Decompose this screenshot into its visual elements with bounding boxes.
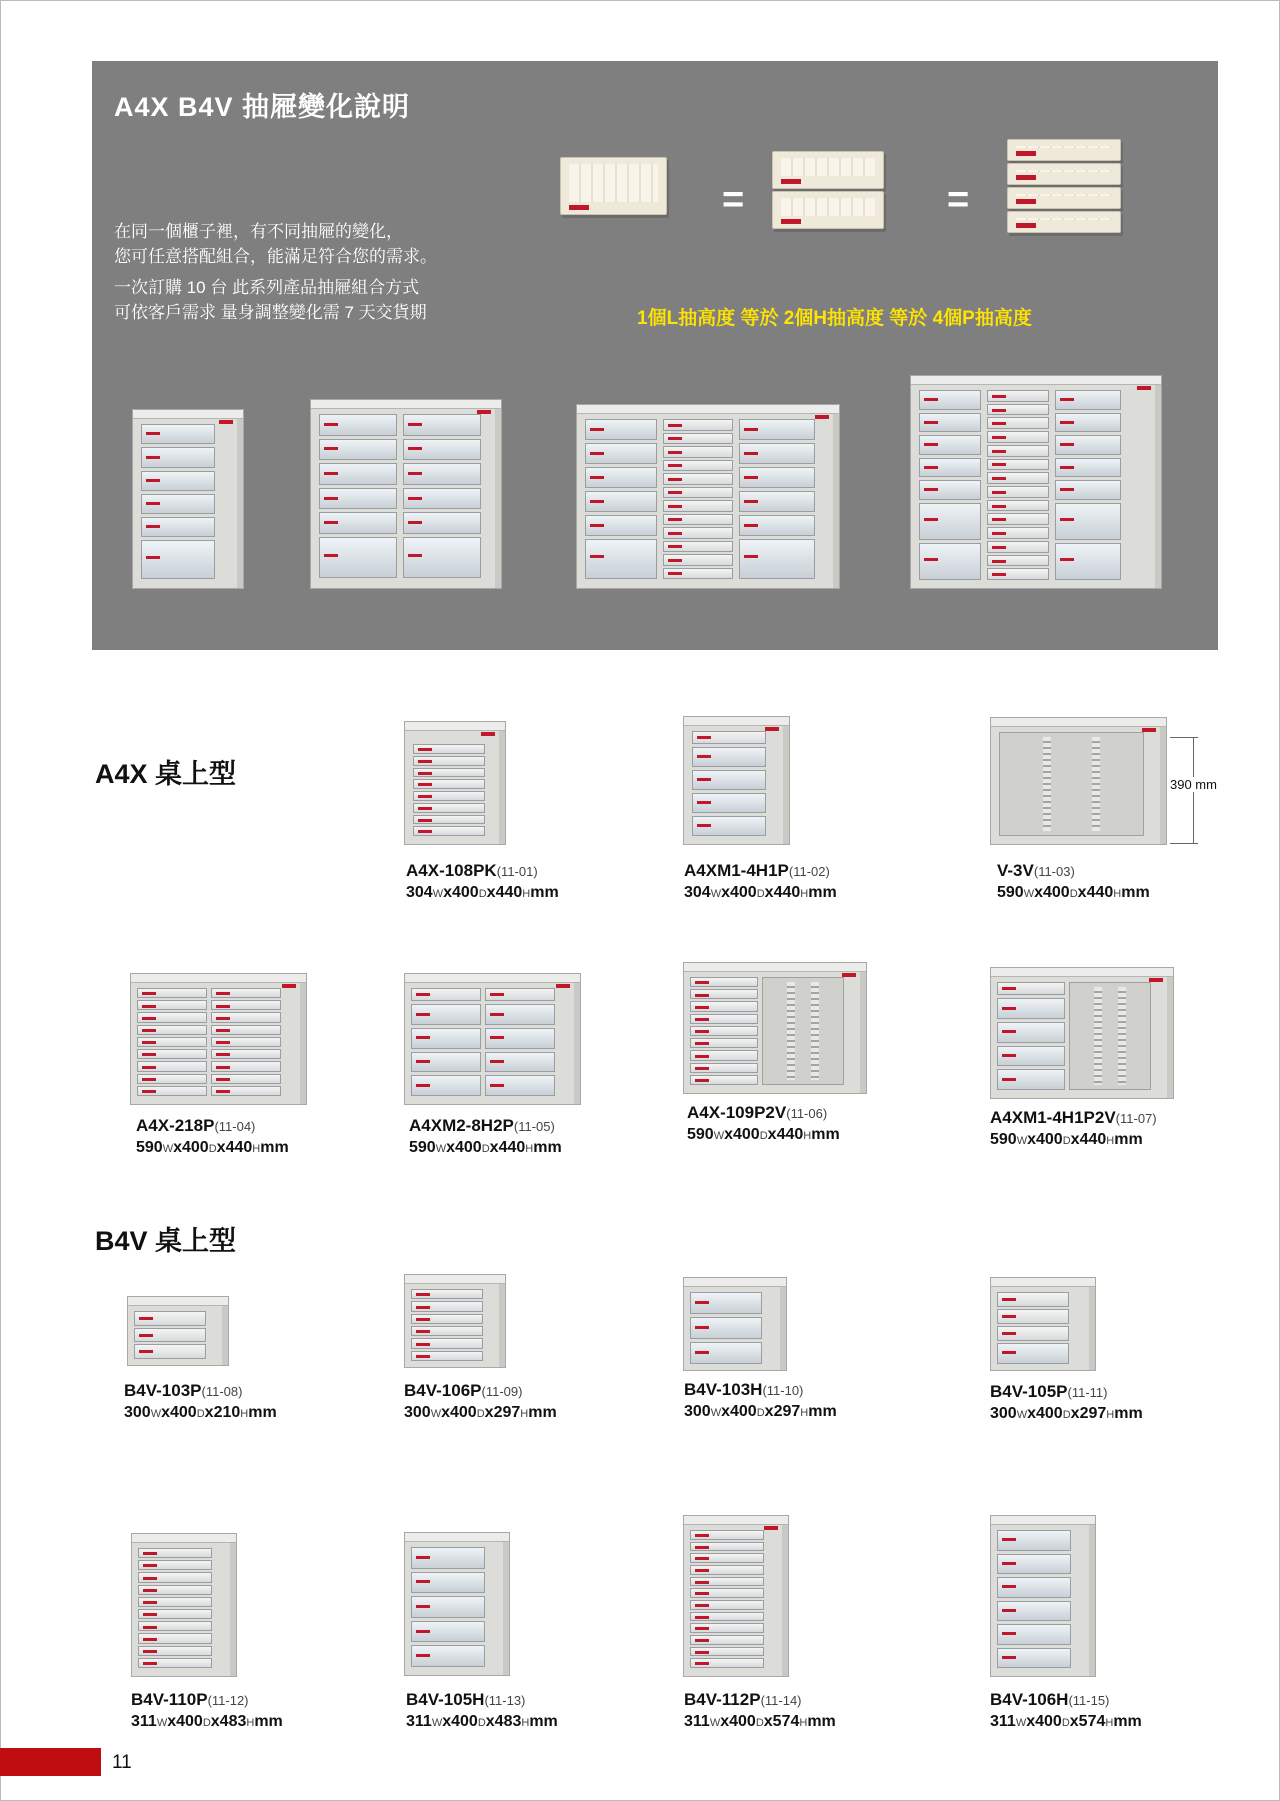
product-caption: B4V-105H(11-13) 311Wx400Dx483Hmm bbox=[406, 1690, 558, 1730]
product-code: (11-06) bbox=[786, 1106, 828, 1121]
product-code: (11-10) bbox=[762, 1383, 804, 1398]
banner-cabinet-4 bbox=[910, 375, 1162, 589]
drawer-height-caption: 1個L抽高度 等於 2個H抽高度 等於 4個P抽高度 bbox=[637, 308, 1032, 329]
product-code: (11-01) bbox=[496, 864, 538, 879]
product-name: A4XM1-4H1P2V bbox=[990, 1108, 1116, 1127]
product-caption: B4V-112P(11-14) 311Wx400Dx574Hmm bbox=[684, 1690, 836, 1730]
product-image-a4xm1-4h1p bbox=[683, 716, 790, 845]
product-image-a4xm1-4h1p2v bbox=[990, 967, 1174, 1099]
product-name: V-3V bbox=[997, 861, 1034, 880]
product-caption: A4X-108PK(11-01) 304Wx400Dx440Hmm bbox=[406, 861, 559, 901]
product-name: A4XM1-4H1P bbox=[684, 861, 789, 880]
product-code: (11-03) bbox=[1033, 864, 1075, 879]
drawer-variation-banner bbox=[92, 61, 1218, 650]
product-name: B4V-106H bbox=[990, 1690, 1069, 1709]
product-code: (11-11) bbox=[1067, 1385, 1108, 1400]
section-title-a4x: A4X 桌上型 bbox=[95, 759, 237, 789]
product-name: B4V-110P bbox=[131, 1690, 208, 1709]
product-image-a4x-109p2v bbox=[683, 962, 867, 1094]
desc-line-3: 一次訂購 10 台 此系列產品抽屜組合方式 bbox=[114, 278, 420, 297]
tray-p-image-4 bbox=[1007, 211, 1121, 233]
banner-cabinet-2 bbox=[310, 399, 502, 589]
tray-p-image-3 bbox=[1007, 187, 1121, 209]
desc-line-4: 可依客戶需求 量身調整變化需 7 天交貨期 bbox=[114, 303, 427, 322]
product-code: (11-15) bbox=[1068, 1693, 1110, 1708]
banner-description bbox=[114, 219, 474, 331]
tray-half-image-2 bbox=[772, 191, 884, 229]
product-caption: B4V-103P(11-08) 300Wx400Dx210Hmm bbox=[124, 1381, 277, 1421]
product-caption: B4V-106P(11-09) 300Wx400Dx297Hmm bbox=[404, 1381, 557, 1421]
product-caption: A4XM2-8H2P(11-05) 590Wx400Dx440Hmm bbox=[409, 1116, 562, 1156]
product-code: (11-05) bbox=[513, 1119, 555, 1134]
product-image-a4x-108pk bbox=[404, 721, 506, 845]
product-caption: V-3V(11-03) 590Wx400Dx440Hmm bbox=[997, 861, 1150, 901]
product-caption: A4XM1-4H1P2V(11-07) 590Wx400Dx440Hmm bbox=[990, 1108, 1157, 1148]
product-image-b4v-110p bbox=[131, 1533, 237, 1677]
product-image-b4v-103p bbox=[127, 1296, 229, 1366]
equal-sign-2: = bbox=[947, 179, 970, 221]
product-code: (11-08) bbox=[201, 1384, 243, 1399]
product-name: A4XM2-8H2P bbox=[409, 1116, 514, 1135]
product-caption: A4X-109P2V(11-06) 590Wx400Dx440Hmm bbox=[687, 1103, 840, 1143]
product-caption: B4V-105P(11-11) 300Wx400Dx297Hmm bbox=[990, 1382, 1143, 1422]
product-image-v-3v bbox=[990, 717, 1167, 845]
product-name: B4V-103H bbox=[684, 1380, 763, 1399]
product-image-a4x-218p bbox=[130, 973, 307, 1105]
product-caption: A4X-218P(11-04) 590Wx400Dx440Hmm bbox=[136, 1116, 289, 1156]
banner-cabinet-3 bbox=[576, 404, 840, 589]
product-name: A4X-108PK bbox=[406, 861, 497, 880]
product-name: B4V-112P bbox=[684, 1690, 761, 1709]
product-name: A4X-109P2V bbox=[687, 1103, 787, 1122]
product-code: (11-04) bbox=[214, 1119, 256, 1134]
product-caption: A4XM1-4H1P(11-02) 304Wx400Dx440Hmm bbox=[684, 861, 837, 901]
product-code: (11-12) bbox=[207, 1693, 249, 1708]
dimension-tick-bottom bbox=[1170, 843, 1198, 844]
tray-half-image-1 bbox=[772, 151, 884, 189]
product-image-b4v-106p bbox=[404, 1274, 506, 1368]
product-name: B4V-103P bbox=[124, 1381, 202, 1400]
footer-accent-bar bbox=[0, 1748, 101, 1776]
product-code: (11-02) bbox=[788, 864, 830, 879]
tray-p-image-1 bbox=[1007, 139, 1121, 161]
equal-sign-1: = bbox=[722, 179, 745, 221]
product-name: B4V-105H bbox=[406, 1690, 485, 1709]
section-title-b4v: B4V 桌上型 bbox=[95, 1226, 237, 1256]
banner-title: A4X B4V 抽屜變化說明 bbox=[114, 92, 411, 122]
dimension-label: 390 mm bbox=[1170, 777, 1217, 792]
product-image-b4v-112p bbox=[683, 1515, 789, 1677]
product-caption: B4V-110P(11-12) 311Wx400Dx483Hmm bbox=[131, 1690, 283, 1730]
product-code: (11-14) bbox=[760, 1693, 802, 1708]
product-image-b4v-105h bbox=[404, 1532, 510, 1676]
product-code: (11-09) bbox=[481, 1384, 523, 1399]
product-image-a4xm2-8h2p bbox=[404, 973, 581, 1105]
product-image-b4v-106h bbox=[990, 1515, 1096, 1677]
banner-cabinet-1 bbox=[132, 409, 244, 589]
product-code: (11-07) bbox=[1115, 1111, 1157, 1126]
dimension-tick-top bbox=[1170, 737, 1198, 738]
desc-line-2: 您可任意搭配組合，能滿足符合您的需求。 bbox=[114, 247, 437, 266]
product-image-b4v-103h bbox=[683, 1277, 787, 1371]
product-code: (11-13) bbox=[484, 1693, 526, 1708]
product-caption: B4V-103H(11-10) 300Wx400Dx297Hmm bbox=[684, 1380, 837, 1420]
product-name: A4X-218P bbox=[136, 1116, 215, 1135]
tray-large-image bbox=[560, 157, 667, 215]
page-number: 11 bbox=[112, 1752, 132, 1773]
product-caption: B4V-106H(11-15) 311Wx400Dx574Hmm bbox=[990, 1690, 1142, 1730]
product-name: B4V-105P bbox=[990, 1382, 1068, 1401]
product-image-b4v-105p bbox=[990, 1277, 1096, 1371]
desc-line-1: 在同一個櫃子裡，有不同抽屜的變化， bbox=[114, 222, 403, 241]
tray-p-image-2 bbox=[1007, 163, 1121, 185]
product-name: B4V-106P bbox=[404, 1381, 482, 1400]
